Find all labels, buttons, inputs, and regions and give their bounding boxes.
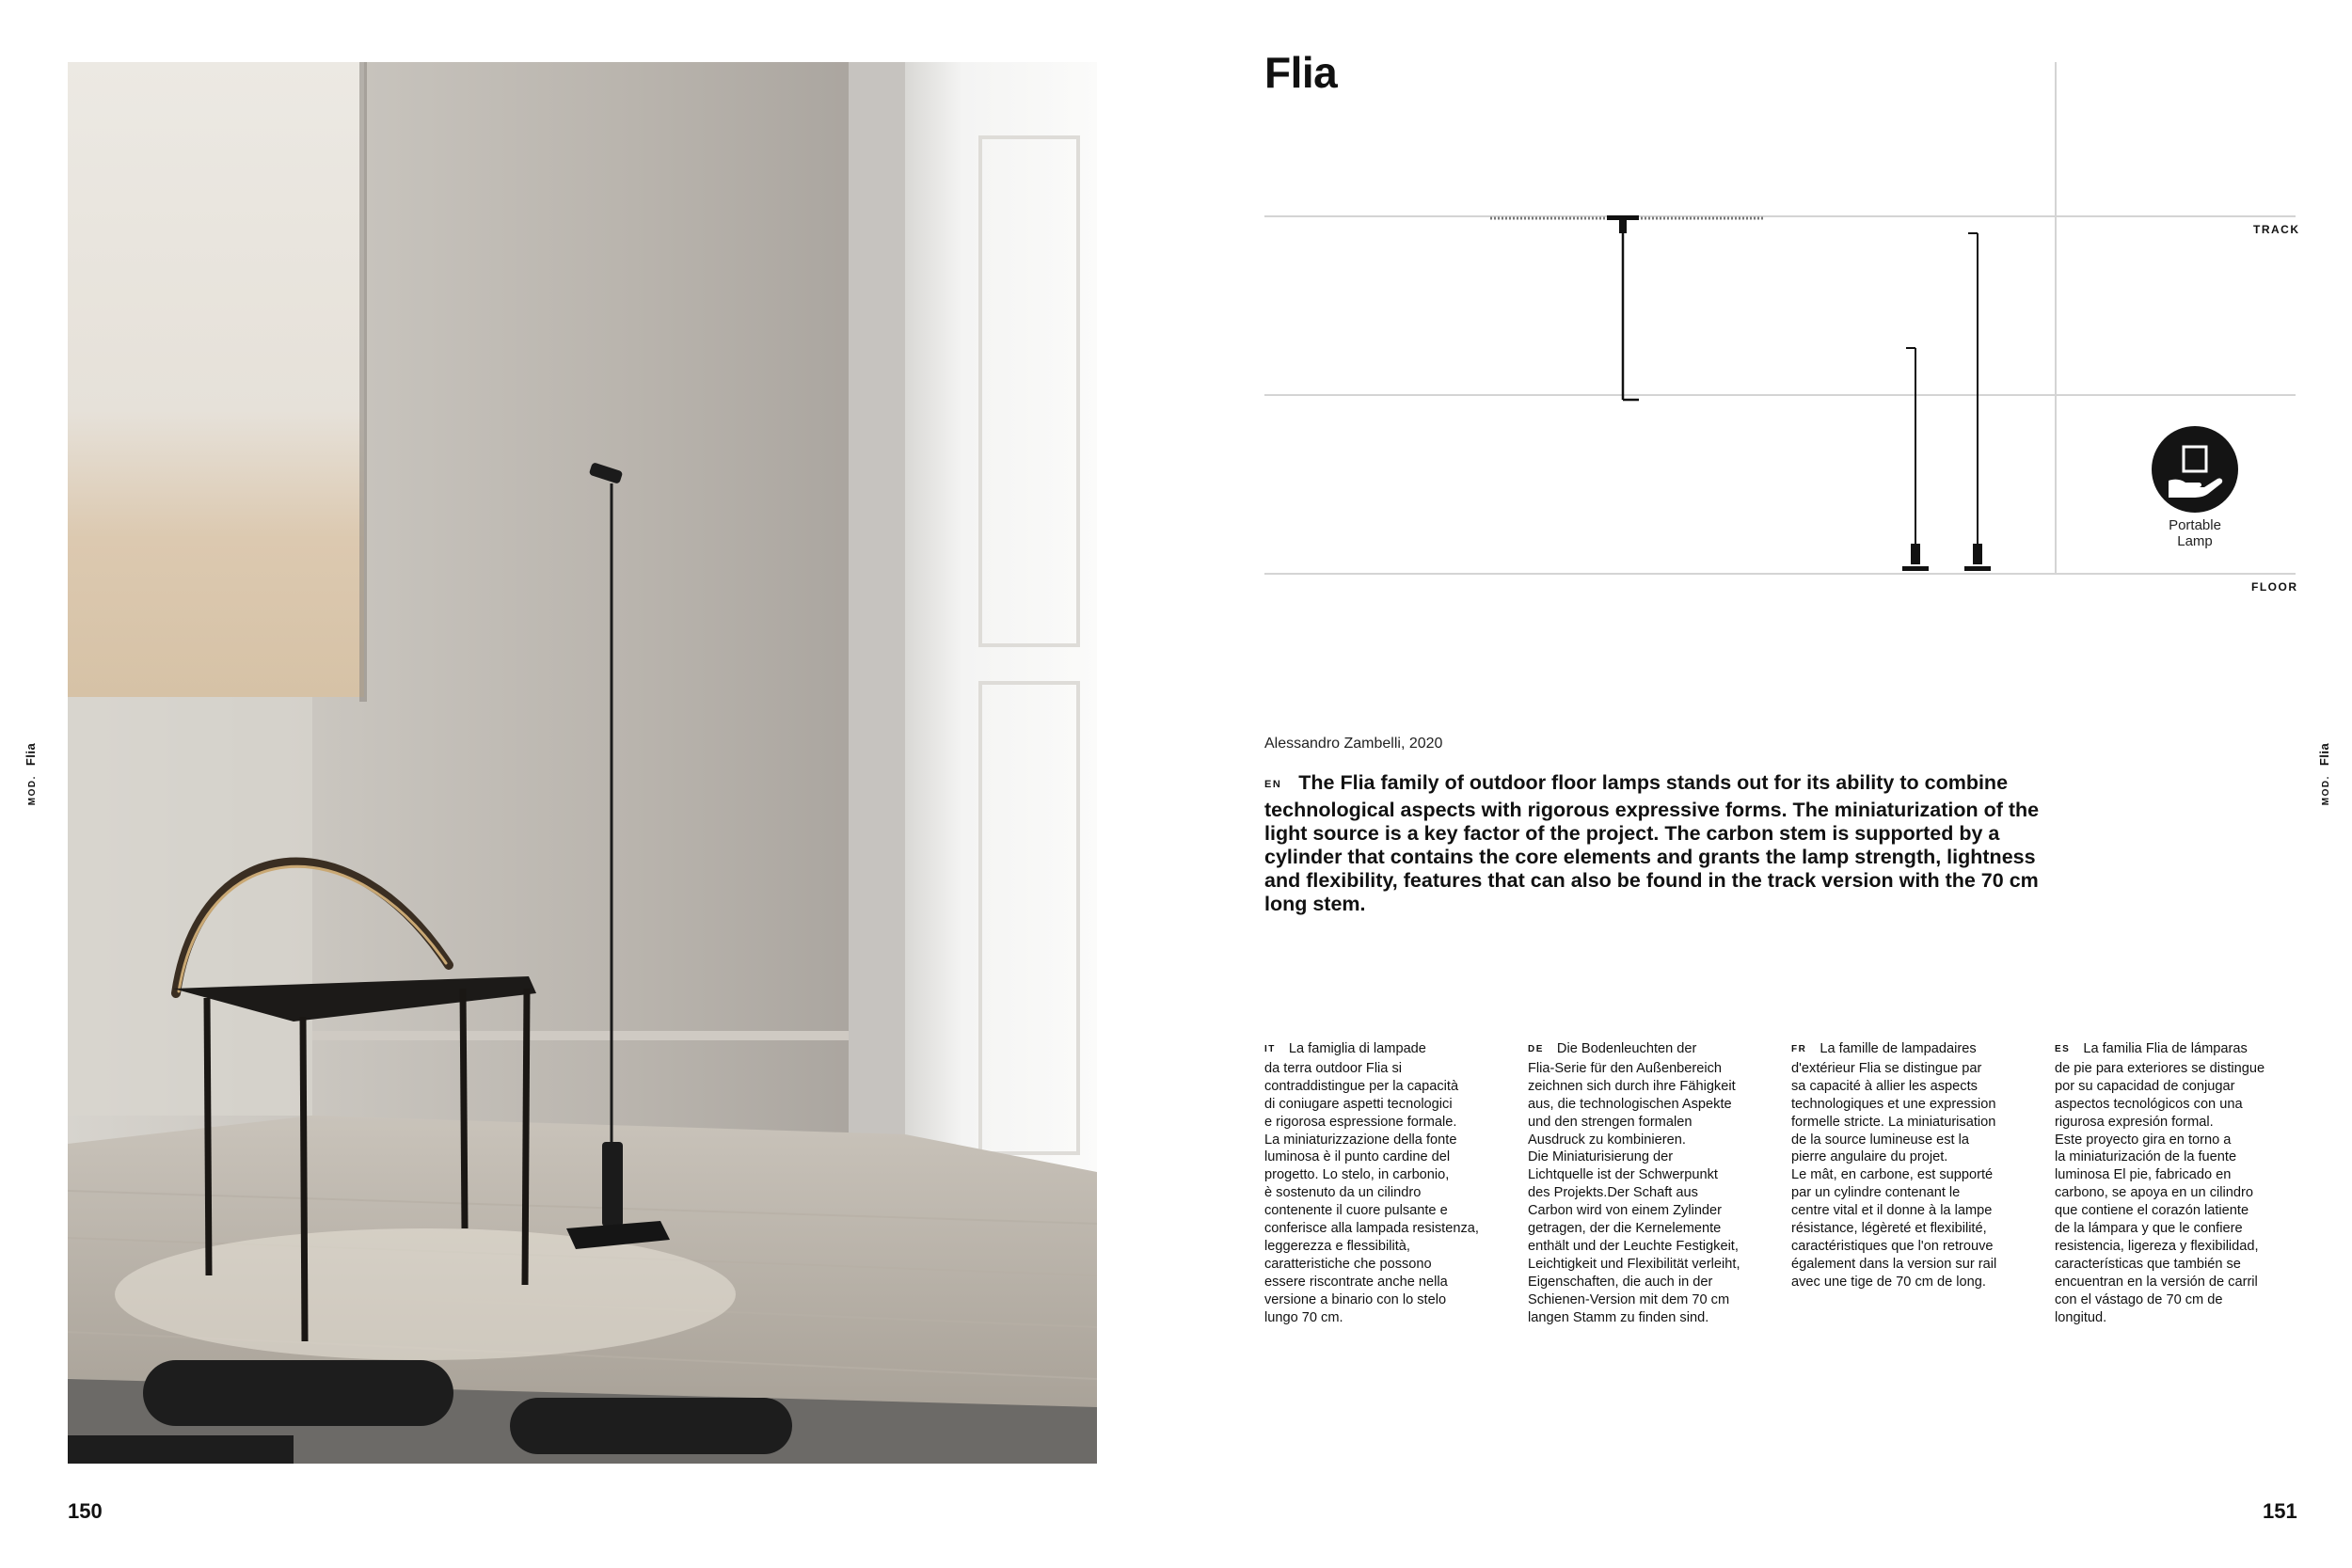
column-text-es: La familia Flia de lámparas de pie para exteriores se distingue por su capacidad de conjugar aspectos tecnológicos con una rigurosa expresión formal. Este proyecto gira en torno a la miniaturización de la fuente luminosa El pie, fabricado en carbono, se apoya en un cilindro que contiene el corazón latiente de la lámpara y que le confiere resistencia, ligereza y flexibilidad, características que también se encuentran en la versión de carril con el vástago de 70 cm de longitud.: [2055, 1041, 2265, 1325]
track-label: TRACK: [2253, 223, 2300, 236]
product-title: Flia: [1264, 48, 1338, 97]
lead-paragraph-en: [1264, 771, 2055, 916]
portable-lamp-icon: [2152, 426, 2238, 513]
lead-text: The Flia family of outdoor floor lamps stands out for its ability to combine technological aspects with rigorous expressive forms. The miniaturization of the light source is a key factor of the project. The carbon stem is supported by a cylinder that contains the core elements and grants the lamp strength, lightness and flexibility, features that can also be found in the track version with the 70 cm long stem.: [1264, 771, 2040, 915]
interior-scene-illustration: [68, 62, 1097, 1464]
side-label-prefix: MOD.: [27, 775, 38, 806]
lang-code-en: EN: [1264, 779, 1282, 790]
column-text-de: Die Bodenleuchten der Flia-Serie für den Außenbereich zeichnen sich durch ihre Fähigkeit aus, die technologischen Aspekte und den strengen formalen Ausdruck zu kombinieren. Die Miniaturisierung der Lichtquelle ist der Schwerpunkt des Projekts.Der Schaft aus Carbon wird von einem Zylinder getragen, der die Kernelemente enthält und der Leuchte Festigkeit, Leichtigkeit und Flexibilität verleiht, Eigenschaften, die auch in der Schienen-Version mit dem 70 cm langen Stamm zu finden sind.: [1528, 1041, 1740, 1325]
column-fr: [1791, 1040, 2038, 1291]
floor-label: FLOOR: [2251, 580, 2298, 594]
badge-label: [2126, 517, 2264, 549]
left-page-number: 150: [68, 1499, 103, 1523]
side-label-name: Flia: [24, 742, 38, 767]
lang-code-de: DE: [1528, 1044, 1544, 1054]
lang-code-es: ES: [2055, 1044, 2071, 1054]
designer-credit: Alessandro Zambelli, 2020: [1264, 736, 1443, 752]
badge-label-line1: Portable: [2169, 517, 2221, 533]
badge-label-line2: Lamp: [2177, 533, 2213, 549]
product-photo: [68, 62, 1097, 1464]
column-es: [2055, 1040, 2301, 1327]
column-text-it: La famiglia di lampade da terra outdoor Flia si contraddistingue per la capacità di coniugare aspetti tecnologici e rigorosa espressione formale. La miniaturizzazione della fonte luminosa è il punto cardine del progetto. Lo stelo, in carbonio, è sostenuto da un cilindro contenente il cuore pulsante e conferisce alla lampada resistenza, leggerezza e flessibilità, caratteristiche che possono essere riscontrate anche nella versione a binario con lo stelo lungo 70 cm.: [1264, 1041, 1479, 1325]
column-it: [1264, 1040, 1511, 1327]
right-page-number: 151: [2263, 1499, 2297, 1523]
column-de: [1528, 1040, 1774, 1327]
lang-code-it: IT: [1264, 1044, 1276, 1054]
lang-code-fr: FR: [1791, 1044, 1807, 1054]
side-label-prefix: MOD.: [2321, 775, 2331, 806]
portable-lamp-badge: [2152, 426, 2238, 513]
left-side-label: [23, 699, 40, 849]
side-label-name: Flia: [2317, 742, 2331, 767]
right-side-label: [2316, 699, 2333, 849]
column-text-fr: La famille de lampadaires d'extérieur Flia se distingue par sa capacité à allier les aspects technologiques et une expression formelle stricte. La miniaturisation de la source lumineuse est la pierre angulaire du projet. Le mât, en carbone, est supporté par un cylindre contenant le centre vital et il donne à la lampe résistance, légèreté et flexibilité, caractéristiques que l'on retrouve également dans la version sur rail avec une tige de 70 cm de long.: [1791, 1041, 1997, 1290]
